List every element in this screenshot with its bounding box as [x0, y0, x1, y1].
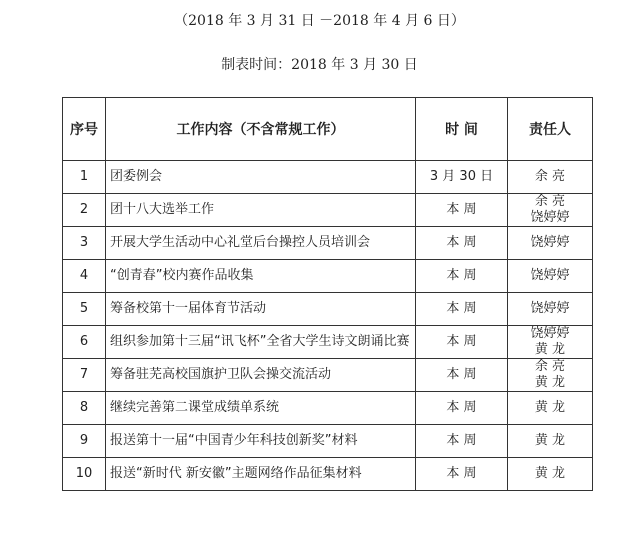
person-name: 黄 龙	[534, 342, 566, 357]
work-content: 继续完善第二课堂成绩单系统	[106, 392, 416, 425]
header-no: 序号	[63, 98, 106, 161]
work-time: 本 周	[416, 293, 508, 326]
work-content: 团十八大选举工作	[106, 194, 416, 227]
responsible-person	[508, 359, 593, 392]
date-range: （2018 年 3 月 31 日 －2018 年 4 月 6 日）	[174, 13, 465, 29]
row-number: 9	[63, 425, 106, 458]
row-number: 5	[63, 293, 106, 326]
person-name: 饶婷婷	[530, 268, 570, 283]
row-number: 6	[63, 326, 106, 359]
person-name: 饶婷婷	[530, 210, 570, 225]
responsible-person	[508, 425, 593, 458]
table-row	[63, 227, 593, 260]
responsible-person	[508, 194, 593, 227]
work-time: 本 周	[416, 227, 508, 260]
person-name: 余 亮	[534, 169, 566, 184]
header-person: 责任人	[508, 98, 593, 161]
work-content: 开展大学生活动中心礼堂后台操控人员培训会	[106, 227, 416, 260]
work-time: 本 周	[416, 392, 508, 425]
table-header-row	[63, 98, 593, 161]
work-content: 筹备驻芜高校国旗护卫队会操交流活动	[106, 359, 416, 392]
table-row	[63, 392, 593, 425]
table-row	[63, 293, 593, 326]
schedule-table	[62, 97, 593, 491]
work-time: 本 周	[416, 425, 508, 458]
row-number: 8	[63, 392, 106, 425]
work-content: 筹备校第十一届体育节活动	[106, 293, 416, 326]
table-row	[63, 425, 593, 458]
person-name: 黄 龙	[534, 466, 566, 481]
table-row	[63, 161, 593, 194]
row-number: 3	[63, 227, 106, 260]
row-number: 4	[63, 260, 106, 293]
person-name: 饶婷婷	[530, 235, 570, 250]
work-content: 报送“新时代 新安徽”主题网络作品征集材料	[106, 458, 416, 491]
table-row	[63, 260, 593, 293]
work-content: 团委例会	[106, 161, 416, 194]
work-time: 本 周	[416, 194, 508, 227]
responsible-person	[508, 227, 593, 260]
table-row	[63, 458, 593, 491]
work-time: 本 周	[416, 326, 508, 359]
made-time: 制表时间：2018 年 3 月 30 日	[221, 57, 418, 73]
work-content: 报送第十一届“中国青少年科技创新奖”材料	[106, 425, 416, 458]
person-name: 饶婷婷	[530, 301, 570, 316]
table-row	[63, 194, 593, 227]
header-work: 工作内容（不含常规工作）	[106, 98, 416, 161]
table-body	[63, 161, 593, 491]
row-number: 10	[63, 458, 106, 491]
person-name: 余 亮	[534, 359, 566, 374]
responsible-person	[508, 326, 593, 359]
work-content: “创青春”校内赛作品收集	[106, 260, 416, 293]
work-content: 组织参加第十三届“讯飞杯”全省大学生诗文朗诵比赛	[106, 326, 416, 359]
responsible-person	[508, 392, 593, 425]
responsible-person	[508, 293, 593, 326]
table-row	[63, 326, 593, 359]
row-number: 7	[63, 359, 106, 392]
work-time: 本 周	[416, 260, 508, 293]
table-row	[63, 359, 593, 392]
person-name: 黄 龙	[534, 433, 566, 448]
row-number: 2	[63, 194, 106, 227]
row-number: 1	[63, 161, 106, 194]
responsible-person	[508, 458, 593, 491]
work-time: 本 周	[416, 458, 508, 491]
person-name: 黄 龙	[534, 400, 566, 415]
person-name: 余 亮	[534, 194, 566, 209]
responsible-person	[508, 161, 593, 194]
header-time: 时 间	[416, 98, 508, 161]
responsible-person	[508, 260, 593, 293]
work-time: 3 月 30 日	[416, 161, 508, 194]
person-name: 饶婷婷	[530, 326, 570, 341]
person-name: 黄 龙	[534, 375, 566, 390]
work-time: 本 周	[416, 359, 508, 392]
